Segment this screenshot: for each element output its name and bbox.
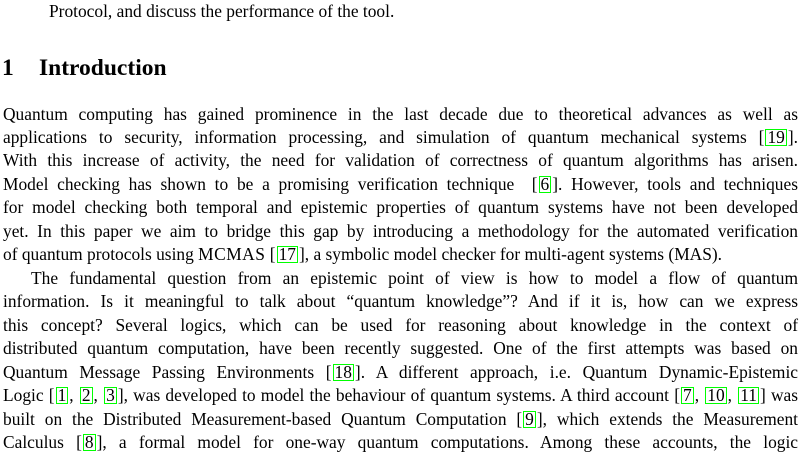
tool-name: MCMAS — [198, 244, 266, 264]
citation-link[interactable]: 6 — [540, 174, 550, 194]
citation-link[interactable]: 19 — [767, 127, 785, 147]
text-line: built on the Distributed Measurement-based Quantum Computation [ 9 ], which extends the Measurement — [3, 409, 798, 429]
previous-paragraph-tail: Protocol, and discuss the performance of the tool. — [49, 1, 395, 21]
text-line: Logic [ 1 , 2 , 3 ], was developed to model the behaviour of quantum systems. A third account [ 7 , 10 , 11 ] was — [3, 385, 799, 405]
citation-link[interactable]: 18 — [334, 362, 352, 382]
text-line: information. Is it meaningful to talk about “quantum knowledge”? And if it is, how can we express — [3, 291, 798, 311]
text-line: yet. In this paper we aim to bridge this gap by introducing a methodology for the automated verification — [3, 221, 798, 241]
citation-link[interactable]: 17 — [278, 244, 296, 264]
citation-link[interactable]: 3 — [106, 385, 115, 405]
text-line: Quantum computing has gained prominence in the last decade due to theoretical advances as well as — [3, 104, 798, 124]
citation-link[interactable]: 10 — [707, 385, 725, 405]
text-line: Model checking has shown to be a promising verification technique [ 6 ]. However, tools and techniques — [3, 174, 798, 194]
section-heading — [2, 54, 167, 82]
text-line: distributed quantum computation, have been recently suggested. One of the first attempts was based on — [3, 338, 798, 358]
citation-link[interactable]: 2 — [81, 385, 91, 405]
citation-link[interactable]: 9 — [525, 409, 534, 429]
text-line: With this increase of activity, the need for validation of correctness of quantum algorithms has arisen. — [3, 150, 798, 170]
section-number: 1 — [2, 55, 14, 81]
section-title: Introduction — [39, 55, 167, 81]
text-line: for model checking both temporal and epistemic properties of quantum systems have not been developed — [3, 197, 798, 217]
text-line: applications to security, information processing, and simulation of quantum mechanical systems [ 19 ]. — [3, 127, 799, 147]
citation-link[interactable]: 11 — [740, 385, 757, 405]
text-line: The fundamental question from an epistemic point of view is how to model a flow of quantum — [31, 268, 798, 288]
citation-link[interactable]: 7 — [683, 385, 692, 405]
text-line: of quantum protocols using MCMAS [ 17 ], a symbolic model checker for multi-agent systems (MAS). — [3, 244, 723, 264]
text-line: this concept? Several logics, which can be used for reasoning about knowledge in the context of — [3, 315, 798, 335]
text-line: Calculus [ 8 ], a formal model for one-way quantum computations. Among these accounts, the logic — [3, 432, 799, 452]
citation-link[interactable]: 1 — [57, 385, 67, 405]
text-line: Quantum Message Passing Environments [ 18 ]. A different approach, i.e. Quantum Dynamic-Epistemic — [3, 362, 798, 382]
citation-link[interactable]: 8 — [84, 432, 94, 452]
